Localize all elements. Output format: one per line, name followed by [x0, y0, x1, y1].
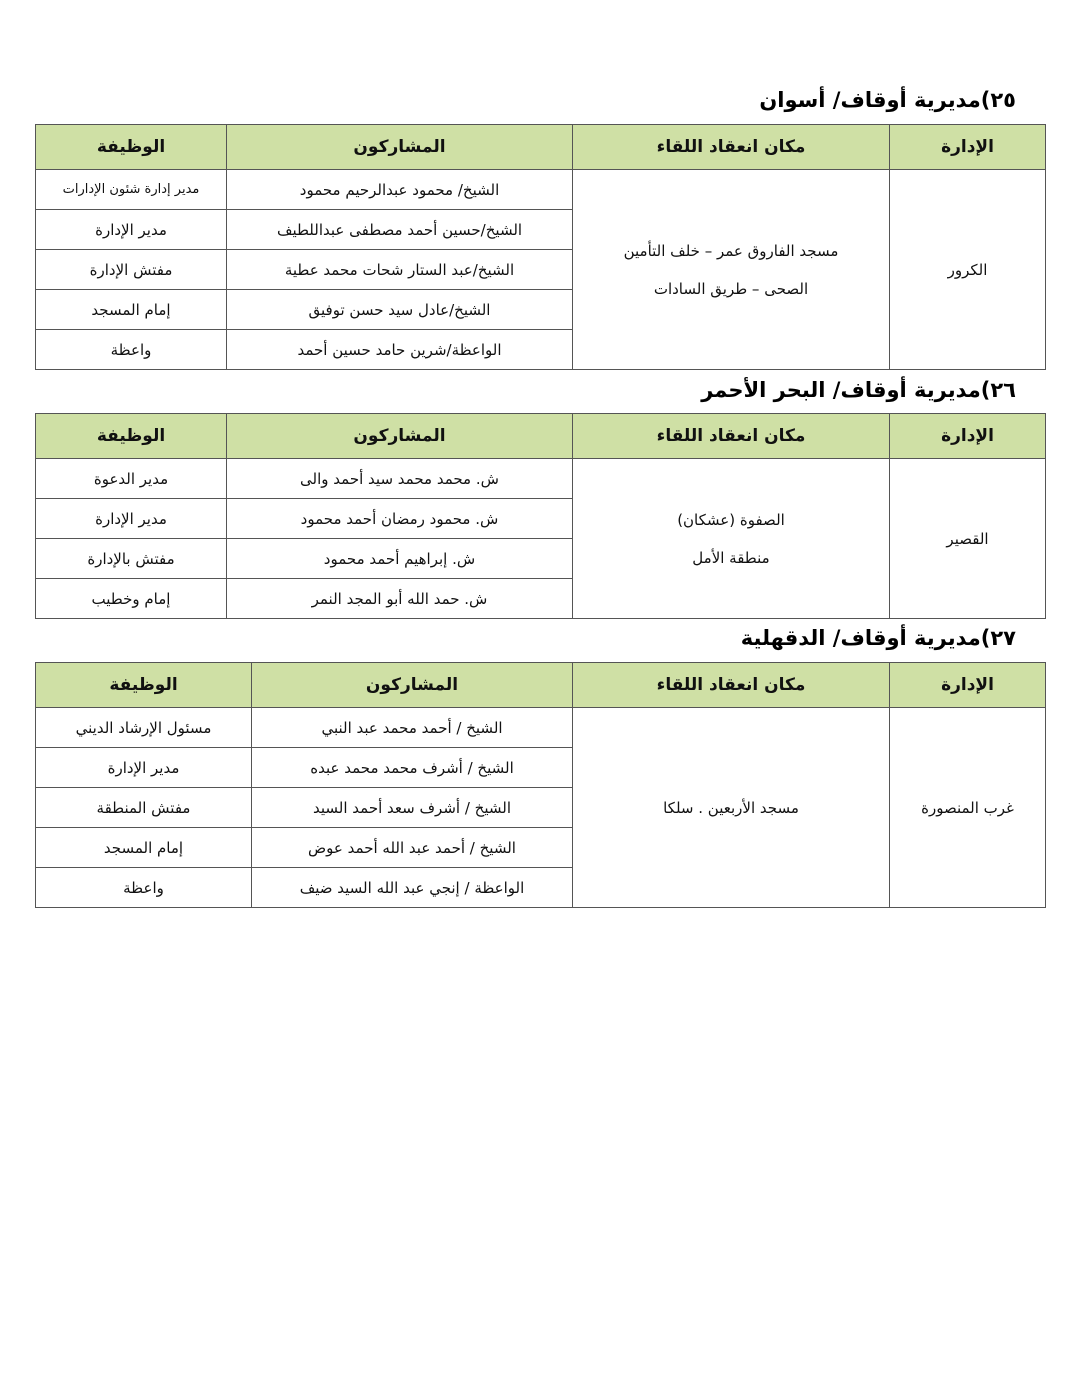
header-row — [36, 414, 1046, 459]
participant-cell: الشيخ / أشرف سعد أحمد السيد — [252, 788, 573, 828]
header-role: الوظيفة — [36, 414, 227, 459]
table-aswan — [35, 124, 1046, 370]
participant-cell: الشيخ / أحمد عبد الله أحمد عوض — [252, 828, 573, 868]
role-cell: واعظة — [36, 330, 227, 370]
place-cell — [573, 708, 890, 908]
header-participants: المشاركون — [252, 663, 573, 708]
table-dakahlia — [35, 662, 1046, 908]
header-role: الوظيفة — [36, 125, 227, 170]
role-cell: مدير الإدارة — [36, 748, 252, 788]
participant-cell: الواعظة / إنجي عبد الله السيد ضيف — [252, 868, 573, 908]
header-place: مكان انعقاد اللقاء — [573, 414, 890, 459]
header-row — [36, 663, 1046, 708]
role-cell: مسئول الإرشاد الديني — [36, 708, 252, 748]
participant-cell: الشيخ / أشرف محمد محمد عبده — [252, 748, 573, 788]
place-line: منطقة الأمل — [692, 548, 770, 567]
role-cell: مدير الدعوة — [36, 459, 227, 499]
table-row — [36, 459, 1046, 499]
section-title-27: ٢٧)مديرية أوقاف/ الدقهلية — [740, 626, 1016, 650]
header-place: مكان انعقاد اللقاء — [573, 663, 890, 708]
table-row — [36, 708, 1046, 748]
role-cell: واعظة — [36, 868, 252, 908]
header-row — [36, 125, 1046, 170]
admin-cell: القصير — [890, 459, 1046, 619]
participant-cell: الشيخ/عبد الستار شحات محمد عطية — [227, 250, 573, 290]
header-admin: الإدارة — [890, 125, 1046, 170]
place-cell — [573, 459, 890, 619]
role-cell: مدير الإدارة — [36, 210, 227, 250]
table-red-sea — [35, 413, 1046, 619]
header-participants: المشاركون — [227, 125, 573, 170]
place-line: الصفوة (عشكان) — [677, 510, 785, 529]
place-cell — [573, 170, 890, 370]
table-row — [36, 170, 1046, 210]
participant-cell: ش. إبراهيم أحمد محمود — [227, 539, 573, 579]
header-role: الوظيفة — [36, 663, 252, 708]
role-cell: إمام وخطيب — [36, 579, 227, 619]
participant-cell: الشيخ / أحمد محمد عبد النبي — [252, 708, 573, 748]
role-cell: مدير الإدارة — [36, 499, 227, 539]
header-participants: المشاركون — [227, 414, 573, 459]
participant-cell: الواعظة/شرين حامد حسين أحمد — [227, 330, 573, 370]
place-line: الصحى – طريق السادات — [653, 279, 809, 298]
participant-cell: الشيخ/حسين أحمد مصطفى عبداللطيف — [227, 210, 573, 250]
header-admin: الإدارة — [890, 663, 1046, 708]
participant-cell: الشيخ/ محمود عبدالرحيم محمود — [227, 170, 573, 210]
section-title-25: ٢٥)مديرية أوقاف/ أسوان — [759, 88, 1016, 112]
participant-cell: ش. حمد الله أبو المجد النمر — [227, 579, 573, 619]
role-cell: مفتش الإدارة — [36, 250, 227, 290]
header-place: مكان انعقاد اللقاء — [573, 125, 890, 170]
admin-cell: غرب المنصورة — [890, 708, 1046, 908]
role-cell: إمام المسجد — [36, 290, 227, 330]
admin-cell: الكرور — [890, 170, 1046, 370]
role-cell: مفتش المنطقة — [36, 788, 252, 828]
role-cell: مفتش بالإدارة — [36, 539, 227, 579]
role-cell: إمام المسجد — [36, 828, 252, 868]
participant-cell: الشيخ/عادل سيد حسن توفيق — [227, 290, 573, 330]
role-cell: مدير إدارة شئون الإدارات — [36, 170, 227, 210]
header-admin: الإدارة — [890, 414, 1046, 459]
section-title-26: ٢٦)مديرية أوقاف/ البحر الأحمر — [701, 378, 1016, 402]
place-line: مسجد الأربعين . سلكا — [663, 798, 799, 817]
participant-cell: ش. محمد محمد سيد أحمد والى — [227, 459, 573, 499]
place-line: مسجد الفاروق عمر – خلف التأمين — [623, 241, 839, 260]
participant-cell: ش. محمود رمضان أحمد محمود — [227, 499, 573, 539]
